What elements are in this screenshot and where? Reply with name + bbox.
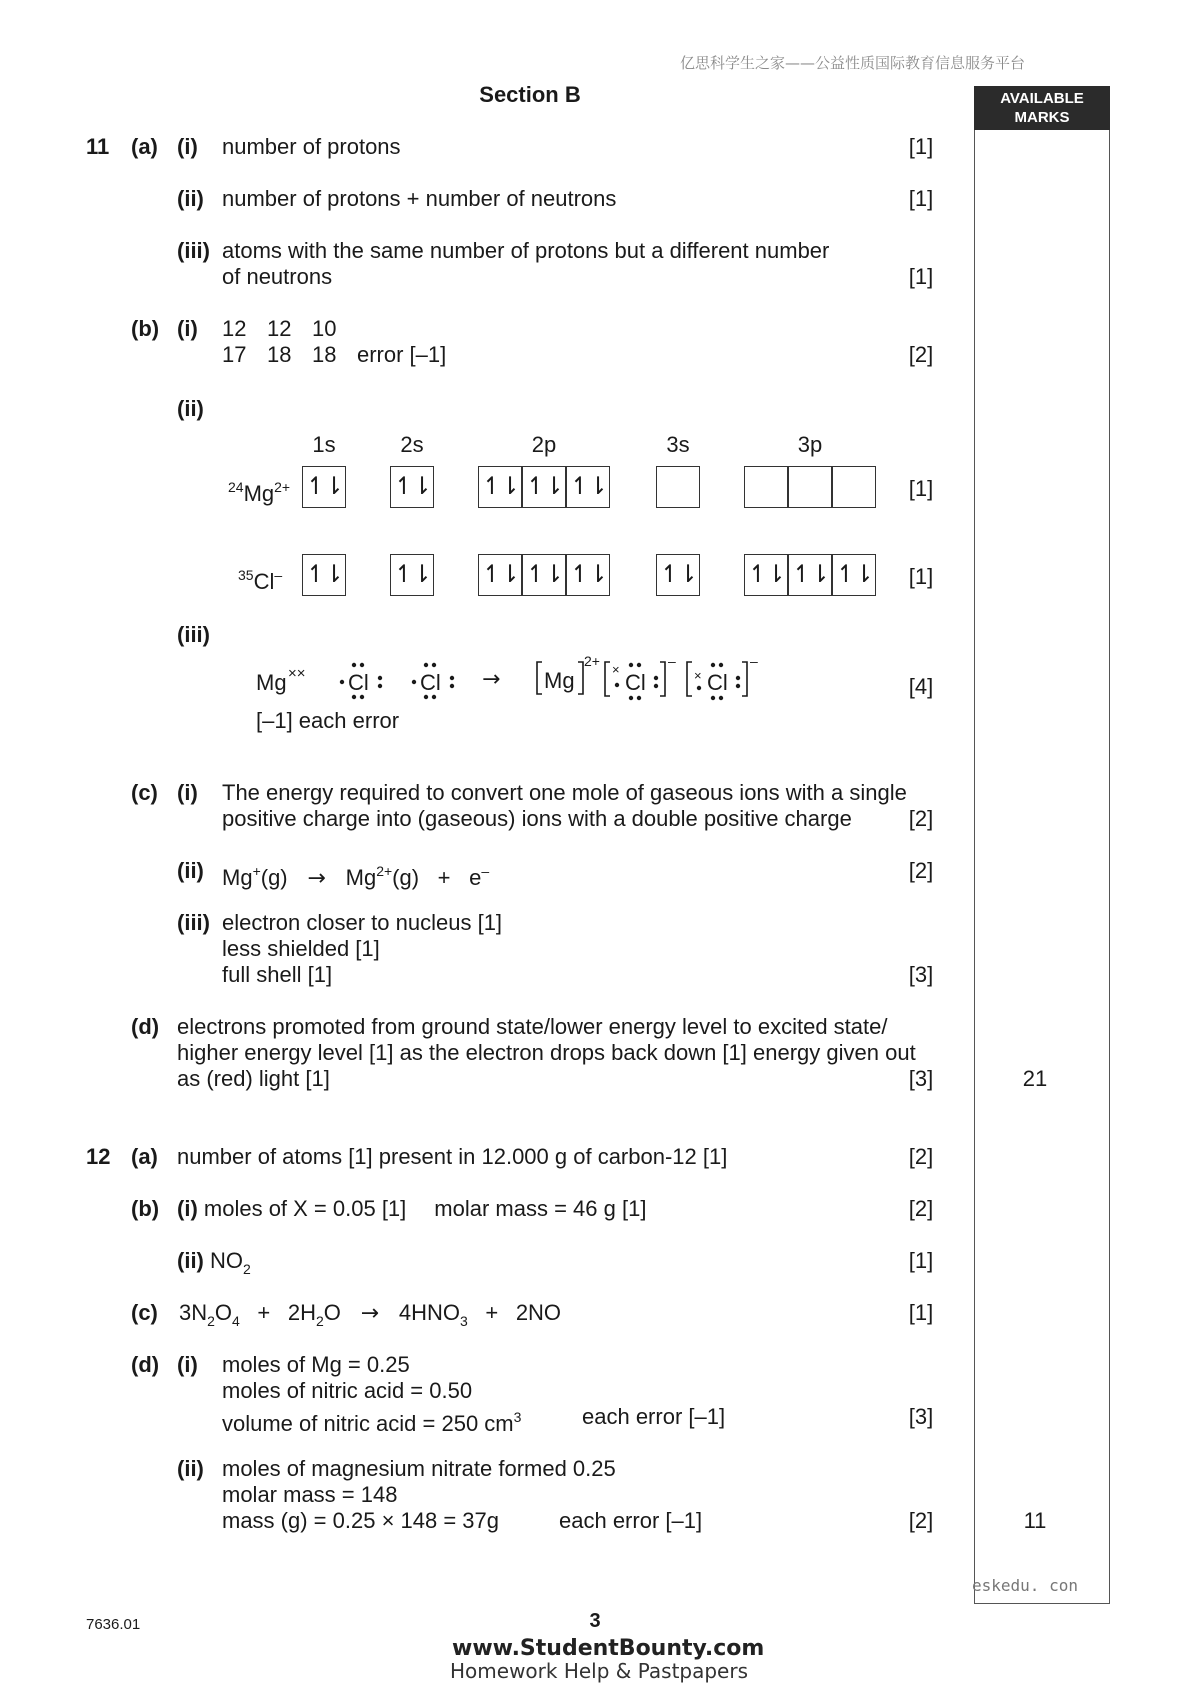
mg-orbital-3s xyxy=(656,466,700,508)
available-marks-column xyxy=(974,130,1110,1604)
q11b-i-note: error [–1] xyxy=(357,342,447,367)
q11a-i-label: (i) xyxy=(177,134,198,159)
q12d-ii-note: each error [–1] xyxy=(559,1508,703,1533)
q11d-line2: higher energy level [1] as the electron drops back down [1] energy given out xyxy=(177,1040,916,1065)
mg-ion-bracket xyxy=(537,653,600,694)
svg-text:×: × xyxy=(694,668,702,683)
q11b-ii-label: (ii) xyxy=(177,396,204,421)
q12d-i-line1: moles of Mg = 0.25 xyxy=(222,1352,410,1377)
mg-orbital-2p-2: ↿⇂ xyxy=(522,466,566,508)
q11-part-b-label: (b) xyxy=(131,316,160,341)
reaction-arrow: → xyxy=(482,667,501,692)
q12d-ii-label: (ii) xyxy=(177,1456,204,1481)
orbital-label-1s: 1s xyxy=(312,432,336,457)
mg-orbital-2p-3: ↿⇂ xyxy=(566,466,610,508)
cl-orbital-2p-2: ↿⇂ xyxy=(522,554,566,596)
q11b-iii-mark: [4] xyxy=(908,674,934,699)
orbital-label-2p: 2p xyxy=(531,432,557,457)
mg-atom-symbol: Mg xyxy=(256,670,287,695)
q11b-i-row1-2: 12 xyxy=(267,316,292,341)
cl-orbital-3s: ↿⇂ xyxy=(656,554,700,596)
q12d-i-line3: volume of nitric acid = 250 $cm^3$ xyxy=(222,1409,522,1436)
q11b-i-mark: [2] xyxy=(908,342,934,367)
q12a-mark: [2] xyxy=(908,1144,934,1169)
section-title: Section B xyxy=(479,82,581,107)
q11c-iii-label: (iii) xyxy=(177,910,210,935)
mg-orbital-2p-1: ↿⇂ xyxy=(478,466,522,508)
q11c-i-mark: [2] xyxy=(908,806,934,831)
cl-ion-2-bracket xyxy=(687,653,758,700)
q11b-i-row1-1: 12 xyxy=(222,316,247,341)
q11c-iii-line1: electron closer to nucleus [1] xyxy=(222,910,503,935)
question-number-12: 12 xyxy=(86,1144,111,1169)
q11a-ii-text: number of protons + number of neutrons xyxy=(222,186,617,211)
mg-cross-top: ×× xyxy=(288,665,306,682)
q11a-i-text: number of protons xyxy=(222,134,401,159)
q11-part-c-label: (c) xyxy=(131,780,158,805)
q12b-ii-mark: [1] xyxy=(908,1248,934,1273)
q12-part-b-label: (b) xyxy=(131,1196,160,1221)
cl-atom-1 xyxy=(340,663,382,699)
q11c-iii-mark: [3] xyxy=(908,962,934,987)
q12-total-marks: 11 xyxy=(1023,1508,1047,1533)
q12d-ii-line3: mass (g) = 0.25 × 148 = 37g xyxy=(222,1508,500,1533)
q11c-ii-label: (ii) xyxy=(177,858,204,883)
q11c-iii-line3: full shell [1] xyxy=(222,962,333,987)
q11a-iii-mark: [1] xyxy=(908,264,934,289)
q11a-iii-label: (iii) xyxy=(177,238,210,263)
paper-code: 7636.01 xyxy=(86,1616,141,1633)
q11c-i-label: (i) xyxy=(177,780,198,805)
q11b-i-row1-3: 10 xyxy=(312,316,337,341)
cl-atom-2-symbol: Cl xyxy=(420,670,441,695)
q12a-text: number of atoms [1] present in 12.000 g of carbon-12 [1] xyxy=(177,1144,728,1169)
q12b-i-text: (i) moles of X = 0.05 [1] molar mass = 46 g [1] xyxy=(177,1196,647,1221)
cl-ion-label: $^{35}$Cl– xyxy=(238,567,283,594)
watermark-text: 亿思科学生之家——公益性质国际教育信息服务平台 xyxy=(680,54,1026,72)
mg-ion-charge: 2+ xyxy=(584,653,600,669)
q12d-i-label: (i) xyxy=(177,1352,198,1377)
mg-orbital-mark: [1] xyxy=(908,476,934,501)
orbital-label-3p: 3p xyxy=(797,432,823,457)
q11c-ii-equation: $Mg^+(g) \to Mg^{2+}(g) + e^-$ xyxy=(222,863,490,891)
orbital-label-2s: 2s xyxy=(400,432,424,457)
q11b-iii-label: (iii) xyxy=(177,622,210,647)
q11c-i-line1: The energy required to convert one mole of gaseous ions with a single xyxy=(222,780,907,805)
q11d-line1: electrons promoted from ground state/lower energy level to excited state/ xyxy=(177,1014,888,1039)
eskedu-watermark: eskedu. con xyxy=(972,1576,1078,1595)
q12d-i-note: each error [–1] xyxy=(582,1404,726,1429)
mg-orbital-3p-1 xyxy=(744,466,788,508)
q11b-iii-note: [–1] each error xyxy=(256,708,400,733)
mg-ion-label: $^{24}Mg^{2+}$ xyxy=(228,479,291,506)
q11d-line3: as (red) light [1] xyxy=(177,1066,330,1091)
q12b-i-mark: [2] xyxy=(908,1196,934,1221)
q11b-i-row2-3: 18 xyxy=(312,342,337,367)
q11-part-a-label: (a) xyxy=(131,134,158,159)
q12d-i-line2: moles of nitric acid = 0.50 xyxy=(222,1378,473,1403)
studentbounty-tagline: Homework Help & Pastpapers xyxy=(450,1659,748,1683)
q11a-iii-line2: of neutrons xyxy=(222,264,333,289)
mg-orbital-3p-3 xyxy=(832,466,876,508)
cl-atom-2 xyxy=(412,663,454,699)
cl-orbital-2s: ↿⇂ xyxy=(390,554,434,596)
q11b-i-row2-1: 17 xyxy=(222,342,247,367)
cl-orbital-3p-2: ↿⇂ xyxy=(788,554,832,596)
cl-orbital-3p-1: ↿⇂ xyxy=(744,554,788,596)
cl-orbital-2p-1: ↿⇂ xyxy=(478,554,522,596)
q12d-ii-mark: [2] xyxy=(908,1508,934,1533)
studentbounty-logo: www.StudentBounty.com xyxy=(452,1636,765,1661)
q12b-ii-text: (ii) $NO_2$ xyxy=(177,1248,251,1277)
q12d-ii-line1: moles of magnesium nitrate formed 0.25 xyxy=(222,1456,616,1481)
q11-part-d-label: (d) xyxy=(131,1014,160,1039)
q12c-equation: $3N_2O_4 + 2H_2O \to 4HNO_3 + 2NO$ xyxy=(179,1300,562,1329)
q11d-mark: [3] xyxy=(908,1066,934,1091)
q11-total-marks: 21 xyxy=(1022,1066,1048,1091)
page-number: 3 xyxy=(589,1610,601,1632)
cl-orbital-1s: ↿⇂ xyxy=(302,554,346,596)
q12d-i-mark: [3] xyxy=(908,1404,934,1429)
q12-part-a-label: (a) xyxy=(131,1144,158,1169)
mg-orbital-3p-2 xyxy=(788,466,832,508)
q12c-mark: [1] xyxy=(908,1300,934,1325)
mg-orbital-1s: ↿⇂ xyxy=(302,466,346,508)
q11b-i-label: (i) xyxy=(177,316,198,341)
cl-orbital-3p-3: ↿⇂ xyxy=(832,554,876,596)
cl-ion-2-symbol: Cl xyxy=(707,670,728,695)
q12-part-c-label: (c) xyxy=(131,1300,158,1325)
q11c-i-line2: positive charge into (gaseous) ions with a double positive charge xyxy=(222,806,852,831)
q11c-ii-mark: [2] xyxy=(908,858,934,883)
q11b-i-row2-2: 18 xyxy=(267,342,292,367)
q12d-ii-line2: molar mass = 148 xyxy=(222,1482,398,1507)
available-marks-header: AVAILABLE MARKS xyxy=(974,86,1110,130)
svg-text:×: × xyxy=(612,662,620,677)
q11a-iii-line1: atoms with the same number of protons but a different number xyxy=(222,238,830,263)
question-number-11: 11 xyxy=(86,134,110,159)
q11a-ii-label: (ii) xyxy=(177,186,204,211)
q12-part-d-label: (d) xyxy=(131,1352,160,1377)
mg-orbital-2s: ↿⇂ xyxy=(390,466,434,508)
q11c-iii-line2: less shielded [1] xyxy=(222,936,380,961)
cl-ion-2-charge: – xyxy=(750,653,758,669)
orbital-label-3s: 3s xyxy=(666,432,690,457)
mg-ion-symbol: Mg xyxy=(544,668,575,693)
cl-orbital-mark: [1] xyxy=(908,564,934,589)
q11a-ii-mark: [1] xyxy=(908,186,934,211)
cl-ion-1-bracket xyxy=(605,653,676,700)
cl-orbital-2p-3: ↿⇂ xyxy=(566,554,610,596)
cl-ion-1-charge: – xyxy=(668,653,676,669)
cl-ion-1-symbol: Cl xyxy=(625,670,646,695)
q11a-i-mark: [1] xyxy=(908,134,934,159)
cl-atom-1-symbol: Cl xyxy=(348,670,369,695)
